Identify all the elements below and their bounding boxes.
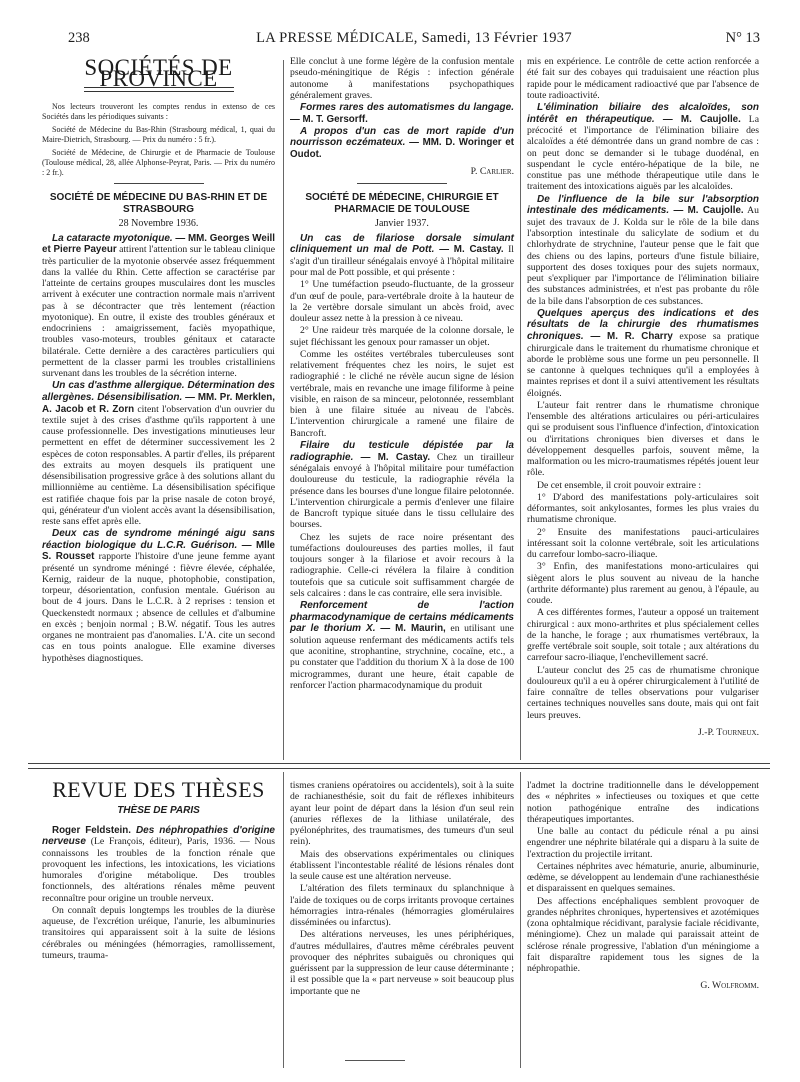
these-text: Nous connaissons les troubles de la fonction rénale que provoquent les infections, les intoxications, les viciations humorales d'origine métabolique. Des troubles fonctionnels, des altérations rénales même peuvent reconnaître pour origine un trouble nerveux. [42,836,275,904]
column-1 [42,56,275,665]
abstract [527,308,759,399]
paragraph: Comme les ostéites vertébrales tuberculeuses sont relativement fréquentes chez les noirs, le sujet est radiographié : le cliché ne révèle aucun signe de lésion vertébrale, mais en revanche une image filiforme à peine visible, en raison de sa minceur, pelotonnée, ressemblant bien à une filaire située au niveau de l'abcès. L'intervention chirurgicale a ramené une filaire de Bancroft. [290,348,514,439]
abstract-authors: — MM. D. Woringer et Oudot. [290,137,515,161]
paragraph: Chez les sujets de race noire présentant des tuméfactions douloureuses des parties molles, il faut toujours songer à la filariose et avoir recours à la radiographie. Celle-ci révélera la filaire à condition toutefois que sa cuticule soit suffisamment chargée de sels calcaires : dans le cas contraire, elle sera invisible. [290,531,514,599]
abstract-authors: — M. R. Charry [583,331,673,343]
abstract-text: Chez un tirailleur sénégalais envoyé à l'hôpital militaire pour tuméfaction douloureuse du testicule, la radiographie révéla la présence dans les bourses d'une longue filaire pelotonnée. L'intervention chirurgicale a permis d'enlever une filaire de Bancroft typique située dans le tissu cellulaire des bourses. [290,451,514,531]
abstract-authors: — M. Castay. [434,244,504,256]
divider [114,183,204,184]
paragraph: L'altération des filets terminaux du splanchnique à l'aide de toxiques ou de corps irritants provoque certaines hémorragies intra-rénales (hémorragies glomérulaires disséminées ou infarctus). [290,883,514,928]
abstract-title: La cataracte myotonique. [52,232,173,244]
paragraph: mis en expérience. Le contrôle de cette action renforcée a été fait sur des cobayes qui traduisaient une réaction plus rapide pour le médicament radioactivé que par l'absence de toute radioactivité. [527,56,759,101]
these-publisher: (Le François, éditeur), Paris, 1936. — [85,836,250,848]
revue-title: REVUE DES THÈSES [52,777,265,802]
abstract-text: expose sa pratique chirurgicale dans le traitement du rhumatisme chronique et aborde le problème sous une forme un peu personnelle. Il se cantonne à quelques techniques qu'il a employées à maintes reprises et dont il a suivi attentivement les résultats éloignés. [527,331,759,399]
abstract-text: Au sujet des travaux de J. Kolda sur le rôle de la bile dans l'absorption intestinale du salicylate de sodium et du chlorhydrate de strychnine, l'auteur pense que le fait que des chiens ou des lapins, porteurs d'une fistule biliaire, supportent des doses toxiques pour des sujets normaux, peut s'expliquer par l'importance de l'élimination biliaire des substances administrées, et n'est pas probante du rôle de la bile dans l'absorption de ces substances. [527,205,759,307]
paragraph: De cet ensemble, il croit pouvoir extraire : [537,479,702,491]
paragraph: 2° Une raideur très marquée de la colonne dorsale, le sujet fléchissant les genoux pour ramasser un objet. [290,325,514,348]
abstract-title: Un cas d'asthme allergique. Détermination des allergènes. Désensibilisation. [42,380,275,403]
abstract [290,233,514,279]
column-rule [520,60,521,760]
session-date: 28 Novembre 1936. [118,217,199,229]
paragraph: Elle conclut à une forme légère de la confusion mentale pseudo-méningitique de Régis : infection générale autonome à manifestations psychopathiques généralement graves. [290,56,514,101]
abstract [527,194,759,307]
abstract-authors: — M. Caujolle. [669,205,744,217]
abstract-authors: — M. Caujolle. [654,113,741,125]
paragraph: 2° Ensuite des manifestations pauci-articulaires intéressant soit la colonne vertébrale, soit les articulations du carrefour lombo-sacro-iliaque. [527,526,759,561]
society-heading: SOCIÉTÉ DE MÉDECINE, CHIRURGIE ET PHARMACIE DE TOULOUSE [305,191,499,215]
abstract [42,380,275,527]
abstract-text: Il s'agit d'un tirailleur sénégalais envoyé à l'hôpital militaire pour mal de Pott possible, et qui présente : [290,244,515,279]
abstract-title: A propos d'un cas de mort rapide d'un nourrisson eczémateux. [290,125,514,149]
abstract-title: Deux cas de syndrome méningé aigu sans réaction biologique du L.C.R. Guérison. [42,528,275,551]
abstract-text: rapporte l'histoire d'une jeune femme ayant présenté un syndrome méningé : fièvre élevée, céphalée, Kernig, raideur de la nuque, photophobie, constipation, torpeur, désorientation, confusion mentale. Guérison au bout de 4 jours. Dans le L.C.R. à 2 reprises : tension et Queckenstedt normaux ; absence de cellules et d'albumine en excès ; benjoin normal ; B.W. négatif. Tous les autres organes ne montraient pas d'anomalies. L'A. cite un second cas en tous points analogue. Elle examine diverses hypothèses diagnostiques. [42,551,275,664]
page-number: 238 [68,30,90,46]
abstract-title: L'élimination biliaire des alcaloïdes, son intérêt en thérapeutique. [527,102,759,125]
note-text: Nos lecteurs trouveront les comptes rendus in extenso de ces Sociétés dans les périodiques suivants : [42,101,275,121]
abstract-authors: — M. T. Gersorff. [290,113,368,125]
abstract-text: attirent l'attention sur le tableau clinique très particulier de la myotonie observée assez fréquemment dans la vallée du Rhin. Cette affection se caractérise par l'atteinte de certains groupes musculaires dont les muscles arrivent à exécuter une contraction normale mais n'arrivent pas à se décontracter que très lentement (réaction myotonique). En outre, il existe des troubles généraux et endocriniens : amaigrissement, faciès myopathique, troubles vaso-moteurs, troubles génitaux et cataracte bilatérale. Cette dernière a des caractères particuliers qui permettent de la classer parmi les troubles cristalliniens survenant dans les troubles de la sécrétion interne. [42,244,275,380]
session-date: Janvier 1937. [375,217,429,229]
abstract-title: Renforcement de l'action pharmacodynamique de certains médicaments par le thorium X. [290,600,514,635]
abstract [290,440,514,531]
paragraph: L'auteur fait rentrer dans le rhumatisme chronique l'ensemble des altérations articulaires ou péri-articulaires qui se produisent sous l'influence d'infection, d'intoxication ou d'irritations chroniques bien diverses et dans le développement desquelles parfois, souvent même, la malformation ou les micro-traumatismes répétés jouent leur rôle. [527,399,759,479]
abstract [42,233,275,380]
revue-column-3 [527,780,759,993]
abstract-title: Filaire du testicule dépistée par la radiographie. [290,439,514,463]
column-rule [520,772,521,1068]
paragraph: Une balle au contact du pédicule rénal a pu ainsi engendrer une néphrite bilatérale qui a disparu à la suite de l'extraction du projectile irritant. [527,826,759,860]
paragraph: Des affections encéphaliques semblent provoquer de grandes néphrites chroniques, hypertensives et azotémiques (zona ophtalmique récidivant, paralysie faciale récidivante, méningiome). Chez un malade qui paraissait atteint de sclérose rénale progressive, l'ablation d'un méningiome a fait disparaître rapidement tous les signes de la néphropathie. [527,895,759,974]
paragraph: L'auteur conclut des 25 cas de rhumatisme chronique douloureux qu'il a eu à opérer chirurgicalement à l'utilité de faire connaître de telles observations pour vulgariser certaines techniques nouvelles sans doute, mais qui ont fait leurs preuves. [527,664,759,721]
these-abstract [42,825,275,904]
abstract-title: De l'influence de la bile sur l'absorption intestinale des médicaments. [527,193,759,217]
paragraph: 1° D'abord des manifestations poly-articulaires soit déformantes, soit ankylosantes, formes les plus vraies du rhumatisme chronique. [527,491,759,526]
column-3 [527,56,759,739]
paragraph: 1° Une tuméfaction pseudo-fluctuante, de la grosseur d'un œuf de poule, para-vertébrale droite à la hauteur de la 2e vertèbre dorsale simulant un abcès froid, avec douleur assez nette à la pression à ce niveau. [290,279,514,325]
paragraph: Des altérations nerveuses, les unes périphériques, d'autres médullaires, d'autres même cérébrales peuvent provoquer des néphrites subaiguës ou chroniques qui guérissent par la suppression de leur cause déterminante ; il est possible que la « part nerveuse » soit beaucoup plus importante que ne [290,929,514,997]
end-rule [345,1060,405,1061]
abstract-text: citent l'observation d'un ouvrier du textile sujet à des crises d'asthme qu'ils rapportent à une cause professionnelle. Des investigations minutieuses leur permettent en effet de déterminer successivement les 2 espèces de coton responsables. A partir d'elles, ils préparent des extraits au moyen desquels ils pratiquent une désensibilisation progressive grâce à des solutions allant du millionnième au centième. La désensibilisation spécifique est ratifiée chaque fois par la prise nasale de coton broyé, qui, générateur d'un violent accès avant la désensibilisation, reste sans effet après elle. [42,403,275,528]
paragraph: Certaines néphrites avec hématurie, anurie, albuminurie, œdème, se développent au lendemain d'une rachianesthésie et disparaissent en quelques semaines. [527,860,759,895]
column-rule [283,772,284,1068]
abstract [42,528,275,664]
abstract [290,600,514,691]
journal-title: LA PRESSE MÉDICALE, Samedi, 13 Février 1937 [256,30,572,46]
column-2 [290,56,514,692]
section-note [42,102,275,178]
abstract [290,102,514,125]
abstract-authors: — Mlle S. Rousset [42,539,275,563]
paragraph: l'admet la doctrine traditionnelle dans le développement des « néphrites » infectieuses ou toxiques et que cette notion pathogénique entraîne des indications thérapeutiques importantes. [527,780,759,825]
issue-number: N° 13 [725,30,760,46]
signature: P. Carlier. [470,166,514,178]
signature: G. Wolfromm. [700,980,759,992]
signature: J.-P. Tourneux. [698,726,759,738]
paragraph: A ces différentes formes, l'auteur a opposé un traitement chirurgical : aux mono-arthrites et plus spécialement celles de la hanche, le forage ; aux rhumatismes vertébraux, la greffe vertébrale soit souple, soit totale ; aux altérations du carrefour sacro-iliaque, l'enchevillement sacré. [527,607,759,664]
revue-column-1 [42,777,275,962]
abstract-text: en utilisant une solution aqueuse renfermant des médicaments actifs tels que aconitine, strophantine, strychnine, cocaïne, etc., a pu constater que l'addition du thorium X à la dose de 100 microgrammes, durant une heure, était capable de renforcer l'action pharmacodynamique du produit [290,623,514,691]
these-title: Des néphropathies d'origine nerveuse [42,824,275,848]
note-text: Société de Médecine, de Chirurgie et de Pharmacie de Toulouse (Toulouse médical, 28, allée Alphonse-Peyrat, Paris. — Prix du numéro : 2 fr.). [42,147,275,177]
society-heading: SOCIÉTÉ DE MÉDECINE DU BAS-RHIN ET DE STRASBOURG [49,191,268,215]
abstract-title: Formes rares des automatismes du langage. [300,102,514,113]
paragraph: 3° Enfin, des manifestations mono-articulaires qui siègent alors le plus souvent au niveau de la hanche (arthrite déformante) plus rarement au genou, à l'épaule, au coude. [527,561,759,607]
divider [357,183,447,184]
these-heading: THÈSE DE PARIS [117,805,200,817]
section-divider [28,763,770,769]
abstract [527,102,759,193]
paragraph: tismes craniens opératoires ou accidentels), soit à la suite de rachianesthésie, soit du fait de réflexes inhibiteurs ayant leur point de départ dans la lésion d'un seul rein (anuries réflexes de la lithiase unilatérale, des pyélonéphrites, des traumatismes, des tumeurs d'un seul rein). [290,780,514,848]
abstract-title: Un cas de filariose dorsale simulant cliniquement un mal de Pott. [290,232,514,256]
paragraph: On connaît depuis longtemps les troubles de la diurèse aqueuse, de l'excrétion uréique, l'anurie, les albuminuries transitoires qui apparaissent soit à la suite de lésions cérébrales ou méningées (hémorragies, ramollissement, tumeurs, trauma- [42,904,275,961]
abstract-title: Quelques aperçus des indications et des résultats de la chirurgie des rhumatismes chroniques. [527,307,759,343]
abstract-authors: — M. Castay. [353,451,431,463]
abstract [290,126,514,160]
paragraph: Mais des observations expérimentales ou cliniques établissent l'incontestable réalité de lésions rénales dont la seule cause est une altération nerveuse. [290,848,514,882]
section-title: SOCIÉTÉS DE PROVINCE [84,55,233,92]
abstract-authors: — M. Maurin, [375,623,446,635]
column-rule [283,60,284,760]
these-author: Roger Feldstein. [52,824,131,836]
abstract-authors: — MM. Pr. Merklen, A. Jacob et R. Zorn [42,391,275,415]
revue-column-2 [290,780,514,998]
note-text: Société de Médecine du Bas-Rhin (Strasbourg médical, 1, quai du Maire-Dietrich, Strasbourg. — Prix du numéro : 5 fr.). [42,124,275,144]
abstract-authors: — MM. Georges Weill et Pierre Payeur [42,232,275,256]
running-header [68,30,760,50]
abstract-text: La précocité et l'importance de l'élimination biliaire des alcaloïdes a été démontrée dans un grand nombre de cas : on peut donc se demander si le tubage duodénal, en suspendant le cycle entéro-hépatique de la bile, ne constitue pas une méthode thérapeutique utile dans le traitement des intoxications aiguës par les alcaloïdes. [527,113,759,193]
